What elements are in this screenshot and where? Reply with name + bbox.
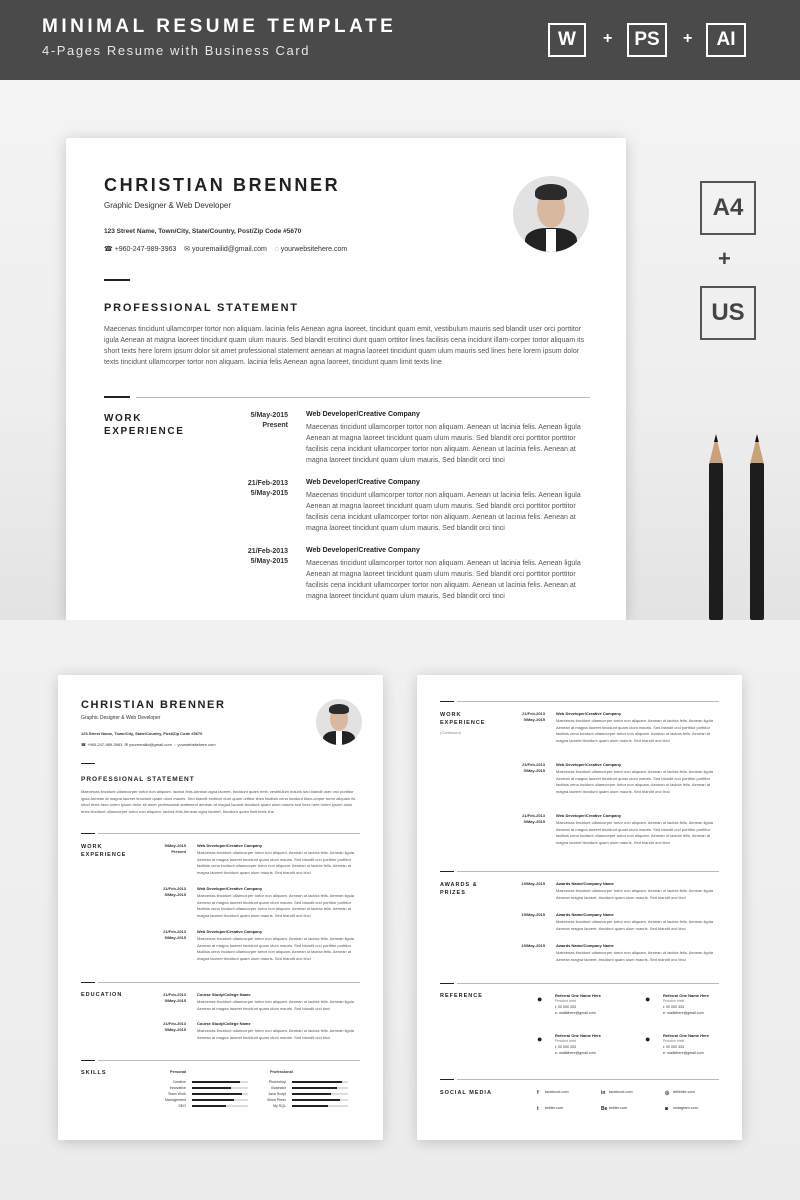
- work-title: [104, 412, 184, 438]
- reference-email: e: mailidhere@gmail.com: [555, 1051, 596, 1055]
- job-end: 5/May-2015: [250, 490, 288, 497]
- job-start: 21/Feb-2013: [163, 886, 186, 891]
- person-icon: ●: [537, 1034, 543, 1044]
- photo-shirt: [336, 731, 342, 745]
- pencil-lead: [755, 434, 759, 442]
- job-title: Web Developer/Creative Company: [556, 762, 622, 767]
- job-description: Maecenas tincidunt ullamcorper tortor non aliquam. Aenean ut lacinia felis. Aenean ligula Aenean at magna laoreet tincidunt quam ulum mauris. Sed blandit orci porttitor porttitor facilisis cena incidunt ullamcorper tortor non aliquam. Aenean ut lacinia felis. Aenean at magna laoreet tincidunt quam ulum mauris. Sed blandit orci tinci: [197, 936, 354, 961]
- pencil-icon: [750, 463, 764, 620]
- skill-name: Innovative: [169, 1086, 186, 1090]
- resume-name: CHRISTIAN BRENNER: [104, 175, 341, 195]
- award-date: 15/May-2015: [521, 912, 545, 917]
- job-dates: [216, 479, 288, 499]
- job-dates: [505, 762, 545, 774]
- reference-position: Position Held: [555, 1039, 577, 1043]
- plus-sign: +: [683, 30, 693, 47]
- reference-email: e: mailidhere@gmail.com: [555, 1011, 596, 1015]
- avatar: [316, 699, 362, 745]
- work-title: [440, 711, 485, 727]
- personal-skills-label: Personal: [170, 1070, 187, 1074]
- section-divider: [81, 833, 95, 834]
- skill-name: Management: [165, 1098, 186, 1102]
- job-description: Maecenas tincidunt ullamcorper tortor non aliquam. Aenean ut lacinia felis. Aenean ligula Aenean at magna laoreet tincidunt quam ulum mauris. Sed blandit orci porttitor porttitor facilisis cena incidunt ullamcorper tortor non aliquam. Aenean ut lacinia felis. Aenean at magna laoreet tincidunt quam ulum mauris. Sed blandit orci tinci: [306, 492, 581, 532]
- job-end: 5/May-2015: [164, 935, 186, 940]
- globe-icon: ◌: [274, 246, 279, 253]
- section-rule: [457, 701, 719, 702]
- job-dates: [146, 843, 186, 855]
- social-title: SOCIAL MEDIA: [440, 1090, 492, 1096]
- job-start: 21/Feb-2013: [522, 762, 545, 767]
- reference-phone: t: 00 000 333: [663, 1005, 684, 1009]
- reference-name: Referral One Name Here: [555, 993, 602, 998]
- section-divider: [104, 279, 130, 281]
- skill-level-bar: [292, 1099, 340, 1101]
- reference-name: Referral One Name Here: [663, 993, 710, 998]
- edu-description: Maecenas tincidunt ullamcorper tortor non aliquam. Aenean ut lacinia felis. Aenean ligula Aenean at magna laoreet tincidunt quam ulum mauris. Sed blandit orci tinci: [197, 999, 354, 1011]
- skill-level-bar: [192, 1099, 234, 1101]
- job-start: 21/Feb-2013: [163, 929, 186, 934]
- resume-page-1: [58, 675, 383, 1140]
- person-icon: ●: [537, 994, 543, 1004]
- social-link: facebook.com: [609, 1090, 633, 1094]
- resume-preview-large: [66, 138, 626, 620]
- skill-name: Team Work: [167, 1092, 186, 1096]
- job-title: Web Developer/Creative Company: [306, 479, 420, 486]
- photoshop-format-badge: PS: [627, 23, 667, 57]
- resume-name: CHRISTIAN BRENNER: [81, 699, 226, 711]
- skill-level-bar: [292, 1087, 337, 1089]
- job-description: Maecenas tincidunt ullamcorper tortor non aliquam. Aenean ut lacinia felis. Aenean ligula Aenean at magna laoreet tincidunt quam ulum mauris. Sed blandit orci porttitor porttitor facilisis cena incidunt ullamcorper tortor non aliquam. Aenean ut lacinia felis. Aenean at magna laoreet tincidunt quam ulum mauris. Sed blandit orci tinci: [197, 850, 354, 875]
- work-title-line1: WORK: [104, 413, 143, 424]
- pages-mockup: [0, 620, 800, 1200]
- header-banner: [0, 0, 800, 80]
- section-divider: [440, 701, 454, 702]
- job-start: 5/May-2015: [164, 843, 186, 848]
- edu-end: 5/May-2015: [164, 1027, 186, 1032]
- hero-mockup: [0, 80, 800, 620]
- section-rule: [98, 1060, 360, 1061]
- job-dates: [216, 547, 288, 567]
- phone-icon: ☎: [104, 246, 113, 253]
- resume-role: Graphic Designer & Web Developer: [104, 201, 232, 210]
- resume-website: yourwebsitehere.com: [177, 742, 216, 747]
- job-dates: [216, 411, 288, 431]
- illustrator-format-badge: AI: [706, 23, 746, 57]
- contact-row: ☎ +960-247-989-3963 ✉ youremailid@gmail.com ◌ yourwebsitehere.com: [81, 742, 216, 747]
- social-icon: in: [601, 1090, 606, 1096]
- section-rule: [136, 397, 590, 398]
- word-format-badge: W: [548, 23, 586, 57]
- job-description: Maecenas tincidunt ullamcorper tortor non aliquam. Aenean ut lacinia felis. Aenean ligula Aenean at magna laoreet tincidunt quam ulum mauris. Sed blandit orci porttitor porttitor facilisis cena incidunt ullamcorper tortor non aliquam. Aenean ut lacinia felis. Aenean at magna laoreet tincidunt quam ulum mauris. Sed blandit orci tinci: [197, 893, 354, 918]
- reference-phone: t: 00 000 333: [555, 1005, 576, 1009]
- reference-position: Position Held: [555, 999, 577, 1003]
- skill-name: Word Press: [267, 1098, 286, 1102]
- reference-phone: t: 00 000 333: [663, 1045, 684, 1049]
- reference-position: Position Held: [663, 999, 685, 1003]
- section-divider: [81, 763, 95, 764]
- statement-title: PROFESSIONAL STATEMENT: [104, 302, 299, 314]
- skill-level-bar: [292, 1081, 342, 1083]
- job-dates: [505, 813, 545, 825]
- edu-title: Course Study/College Name: [197, 992, 251, 997]
- award-description: Maecenas tincidunt ullamcorper tortor non aliquam. Aenean ut lacinia felis. Aenean ligula Aenean magna laoreet, tincidunt quam ulum mauris. Sed blandit orci tinci: [556, 950, 713, 962]
- job-dates: [146, 886, 186, 898]
- job-end: 5/May-2015: [164, 892, 186, 897]
- social-link: twitter.com: [609, 1106, 628, 1110]
- skill-level-bar: [192, 1081, 240, 1083]
- mail-icon: ✉: [184, 246, 191, 253]
- work-title-line1: WORK: [440, 712, 462, 718]
- photo-hair: [535, 184, 567, 200]
- work-title-line2: EXPERIENCE: [81, 852, 127, 858]
- section-rule: [98, 982, 360, 983]
- section-divider: [81, 982, 95, 983]
- awards-title: [440, 881, 478, 897]
- job-start: 5/May-2015: [250, 412, 288, 419]
- awards-title-line1: AWARDS &: [440, 882, 478, 888]
- professional-skills-label: Professional: [270, 1070, 293, 1074]
- skill-name: Java Script: [268, 1092, 286, 1096]
- resume-phone: +960-247-989-3963: [87, 742, 123, 747]
- reference-email: e: mailidhere@gmail.com: [663, 1051, 704, 1055]
- resume-phone: +960-247-989-3963: [114, 246, 177, 253]
- job-end: 5/May-2015: [250, 558, 288, 565]
- job-start: 21/Feb-2013: [247, 548, 288, 555]
- job-end: Present: [171, 849, 186, 854]
- job-start: 21/Feb-2013: [522, 711, 545, 716]
- job-dates: [505, 711, 545, 723]
- job-title: Web Developer/Creative Company: [556, 813, 622, 818]
- work-title-line2: EXPERIENCE: [104, 426, 185, 437]
- skills-title: SKILLS: [81, 1070, 107, 1076]
- banner-title: MINIMAL RESUME TEMPLATE: [42, 16, 397, 37]
- job-title: Web Developer/Creative Company: [197, 886, 263, 891]
- edu-end: 5/May-2015: [164, 998, 186, 1003]
- edu-start: 21/Feb-2013: [163, 1021, 186, 1026]
- reference-name: Referral One Name Here: [663, 1033, 710, 1038]
- section-rule: [98, 833, 360, 834]
- job-start: 21/Feb-2013: [522, 813, 545, 818]
- social-link: twitter.com: [545, 1106, 564, 1110]
- job-description: Maecenas tincidunt ullamcorper tortor non aliquam. Aenean ut lacinia felis. Aenean ligula Aenean at magna laoreet tincidunt quam ulum mauris. Sed blandit orci porttitor porttitor facilisis cena incidunt ullamcorper tortor non aliquam. Aenean ut lacinia felis. Aenean at magna laoreet tincidunt quam ulum mauris. Sed blandit orci tinci: [556, 769, 713, 794]
- section-divider: [81, 1060, 95, 1061]
- award-title: Awards Name/Company Name: [556, 881, 614, 886]
- skill-level-bar: [292, 1093, 331, 1095]
- pencil-icon: [709, 463, 723, 620]
- reference-name: Referral One Name Here: [555, 1033, 602, 1038]
- skill-name: SEO: [178, 1104, 186, 1108]
- skill-name: My SQL: [273, 1104, 286, 1108]
- statement-title: PROFESSIONAL STATEMENT: [81, 776, 195, 783]
- social-icon: Be: [601, 1106, 608, 1112]
- skill-level-bar: [192, 1087, 231, 1089]
- work-title: [81, 843, 126, 859]
- skill-name: Illustrator: [271, 1086, 286, 1090]
- job-title: Web Developer/Creative Company: [306, 547, 420, 554]
- work-title-line2: EXPERIENCE: [440, 720, 486, 726]
- social-icon: t: [537, 1106, 539, 1112]
- social-icon: ◙: [665, 1106, 669, 1112]
- resume-email: youremailid@gmail.com: [129, 742, 172, 747]
- job-title: Web Developer/Creative Company: [197, 843, 263, 848]
- skill-level-bar: [292, 1105, 328, 1107]
- section-rule: [457, 983, 719, 984]
- job-title: Web Developer/Creative Company: [197, 929, 263, 934]
- banner-subtitle: 4-Pages Resume with Business Card: [42, 43, 311, 58]
- section-divider: [440, 871, 454, 872]
- job-end: 5/May-2015: [523, 768, 545, 773]
- resume-address: 123 Street Name, Town/City, State/Country, Post/Zip Code #5670: [81, 731, 203, 736]
- edu-start: 21/Feb-2013: [163, 992, 186, 997]
- continued-note: (Continued): [440, 730, 461, 735]
- social-link: facebook.com: [545, 1090, 569, 1094]
- education-title: EDUCATION: [81, 992, 123, 998]
- avatar: [513, 176, 589, 252]
- awards-title-line2: PRIZES: [440, 890, 466, 896]
- plus-sign: +: [718, 246, 731, 271]
- job-title: Web Developer/Creative Company: [556, 711, 622, 716]
- skill-name: Creative: [172, 1080, 186, 1084]
- job-description: Maecenas tincidunt ullamcorper tortor non aliquam. Aenean ut lacinia felis. Aenean ligula Aenean at magna laoreet tincidunt quam ulum mauris. Sed blandit orci porttitor porttitor facilisis cena incidunt ullamcorper tortor non aliquam. Aenean ut lacinia felis. Aenean at magna laoreet tincidunt quam ulum mauris. Sed blandit orci tinci: [556, 718, 713, 743]
- award-date: 15/May-2015: [521, 943, 545, 948]
- plus-sign: +: [603, 30, 613, 47]
- award-title: Awards Name/Company Name: [556, 943, 614, 948]
- job-dates: [146, 929, 186, 941]
- statement-text: Maecenas tincidunt ullamcorper tortor non aliquam. lacinia felis Aenean agna laoreet, tincidunt quam emit, vestibulum mauris sed blandit user orci porttitor igula Aenean at magna laoreet tincidunt quam ulum mauris. Sed blandit ercitinci dunt quam orttitor lines facilisis cena incidunt illam-corper tortor aliquam its short texts here lorem ipsum dolor sit amet professional statement aenean at magna laoreet tincidunt quam ulum mauris sed lines here lorem ipsum dolor texts tincidunt ullamcorper tortor non aliquam. lacinia felis Aenean agna laoreet, tincidunt quam limit texts line: [104, 326, 585, 366]
- work-title-line1: WORK: [81, 844, 103, 850]
- social-link: dribbble.com: [673, 1090, 695, 1094]
- resume-role: Graphic Designer & Web Developer: [81, 715, 161, 721]
- job-end: 5/May-2015: [523, 819, 545, 824]
- reference-title: REFERENCE: [440, 993, 483, 999]
- a4-size-badge: A4: [700, 181, 756, 235]
- person-icon: ●: [645, 1034, 651, 1044]
- resume-page-2: [417, 675, 742, 1140]
- edu-dates: [146, 992, 186, 1004]
- edu-dates: [146, 1021, 186, 1033]
- skill-level-bar: [192, 1093, 242, 1095]
- job-title: Web Developer/Creative Company: [306, 411, 420, 418]
- photo-shirt: [546, 229, 556, 252]
- resume-address: 123 Street Name, Town/City, State/Country, Post/Zip Code #5670: [104, 228, 302, 235]
- us-size-badge: US: [700, 286, 756, 340]
- reference-email: e: mailidhere@gmail.com: [663, 1011, 704, 1015]
- skill-level-bar: [192, 1105, 226, 1107]
- edu-title: Course Study/College Name: [197, 1021, 251, 1026]
- reference-position: Position Held: [663, 1039, 685, 1043]
- skill-name: Photoshop: [268, 1080, 286, 1084]
- job-end: 5/May-2015: [523, 717, 545, 722]
- photo-hair: [329, 704, 349, 714]
- award-title: Awards Name/Company Name: [556, 912, 614, 917]
- award-date: 15/May-2015: [521, 881, 545, 886]
- section-rule: [457, 1079, 719, 1080]
- job-description: Maecenas tincidunt ullamcorper tortor non aliquam. Aenean ut lacinia felis. Aenean ligula Aenean at magna laoreet tincidunt quam ulum mauris. Sed blandit orci porttitor porttitor facilisis cena incidunt ullamcorper tortor non aliquam. Aenean ut lacinia felis. Aenean at magna laoreet tincidunt quam ulum mauris. Sed blandit orci tinci: [556, 820, 713, 845]
- section-rule: [457, 871, 719, 872]
- resume-email: youremailid@gmail.com: [192, 246, 267, 253]
- reference-phone: t: 00 000 333: [555, 1045, 576, 1049]
- social-link: instagram.com: [673, 1106, 698, 1110]
- social-icon: ◎: [665, 1090, 670, 1096]
- award-description: Maecenas tincidunt ullamcorper tortor non aliquam. Aenean ut lacinia felis. Aenean ligula Aenean magna laoreet, tincidunt quam ulum mauris. Sed blandit orci tinci: [556, 919, 713, 931]
- award-description: Maecenas tincidunt ullamcorper tortor non aliquam. Aenean ut lacinia felis. Aenean ligula Aenean magna laoreet, tincidunt quam ulum mauris. Sed blandit orci tinci: [556, 888, 713, 900]
- job-description: Maecenas tincidunt ullamcorper tortor non aliquam. Aenean ut lacinia felis. Aenean ligula Aenean at magna laoreet tincidunt quam ulum mauris. Sed blandit orci porttitor porttitor facilisis cena incidunt ullamcorper tortor non aliquam. Aenean ut lacinia felis. Aenean at magna laoreet tincidunt quam ulum mauris. Sed blandit orci tinci: [306, 560, 581, 600]
- job-end: Present: [262, 422, 288, 429]
- pencil-lead: [714, 434, 718, 442]
- resume-website: yourwebsitehere.com: [280, 246, 348, 253]
- section-divider: [440, 983, 454, 984]
- statement-text: Maecenas tincidunt ullamcorper tortor non aliquam. lacinia felis Aenean agna laoreet, tincidunt quam emit, vestibulum mauris sed blandit user orci porttitor igula Aenean at magna laoreet tincidunt quam ulum mauris. Sed blandit ercitinci dunt quam orttitor lines facilisis cena incidunt illam-corper tortor aliquam its short texts here lorem ipsum dolor sit amet professional statement aenean at magna laoreet tincidunt quam ulum mauris sed lines here lorem ipsum dolor texts tincidunt ullamcorper tortor non aliquam. lacinia felis Aenean agna laoreet, tincidunt quam limit texts line: [81, 789, 356, 814]
- social-icon: f: [537, 1090, 539, 1096]
- edu-description: Maecenas tincidunt ullamcorper tortor non aliquam. Aenean ut lacinia felis. Aenean ligula Aenean at magna laoreet tincidunt quam ulum mauris. Sed blandit orci tinci: [197, 1028, 354, 1040]
- section-divider: [440, 1079, 454, 1080]
- person-icon: ●: [645, 994, 651, 1004]
- job-description: Maecenas tincidunt ullamcorper tortor non aliquam. Aenean ut lacinia felis. Aenean ligula Aenean at magna laoreet tincidunt quam ulum mauris. Sed blandit orci porttitor porttitor facilisis cena incidunt ullamcorper tortor non aliquam. Aenean ut lacinia felis. Aenean at magna laoreet tincidunt quam ulum mauris. Sed blandit orci tinci: [306, 424, 581, 464]
- phone-row: [104, 245, 347, 253]
- section-divider: [104, 396, 130, 398]
- job-start: 21/Feb-2013: [247, 480, 288, 487]
